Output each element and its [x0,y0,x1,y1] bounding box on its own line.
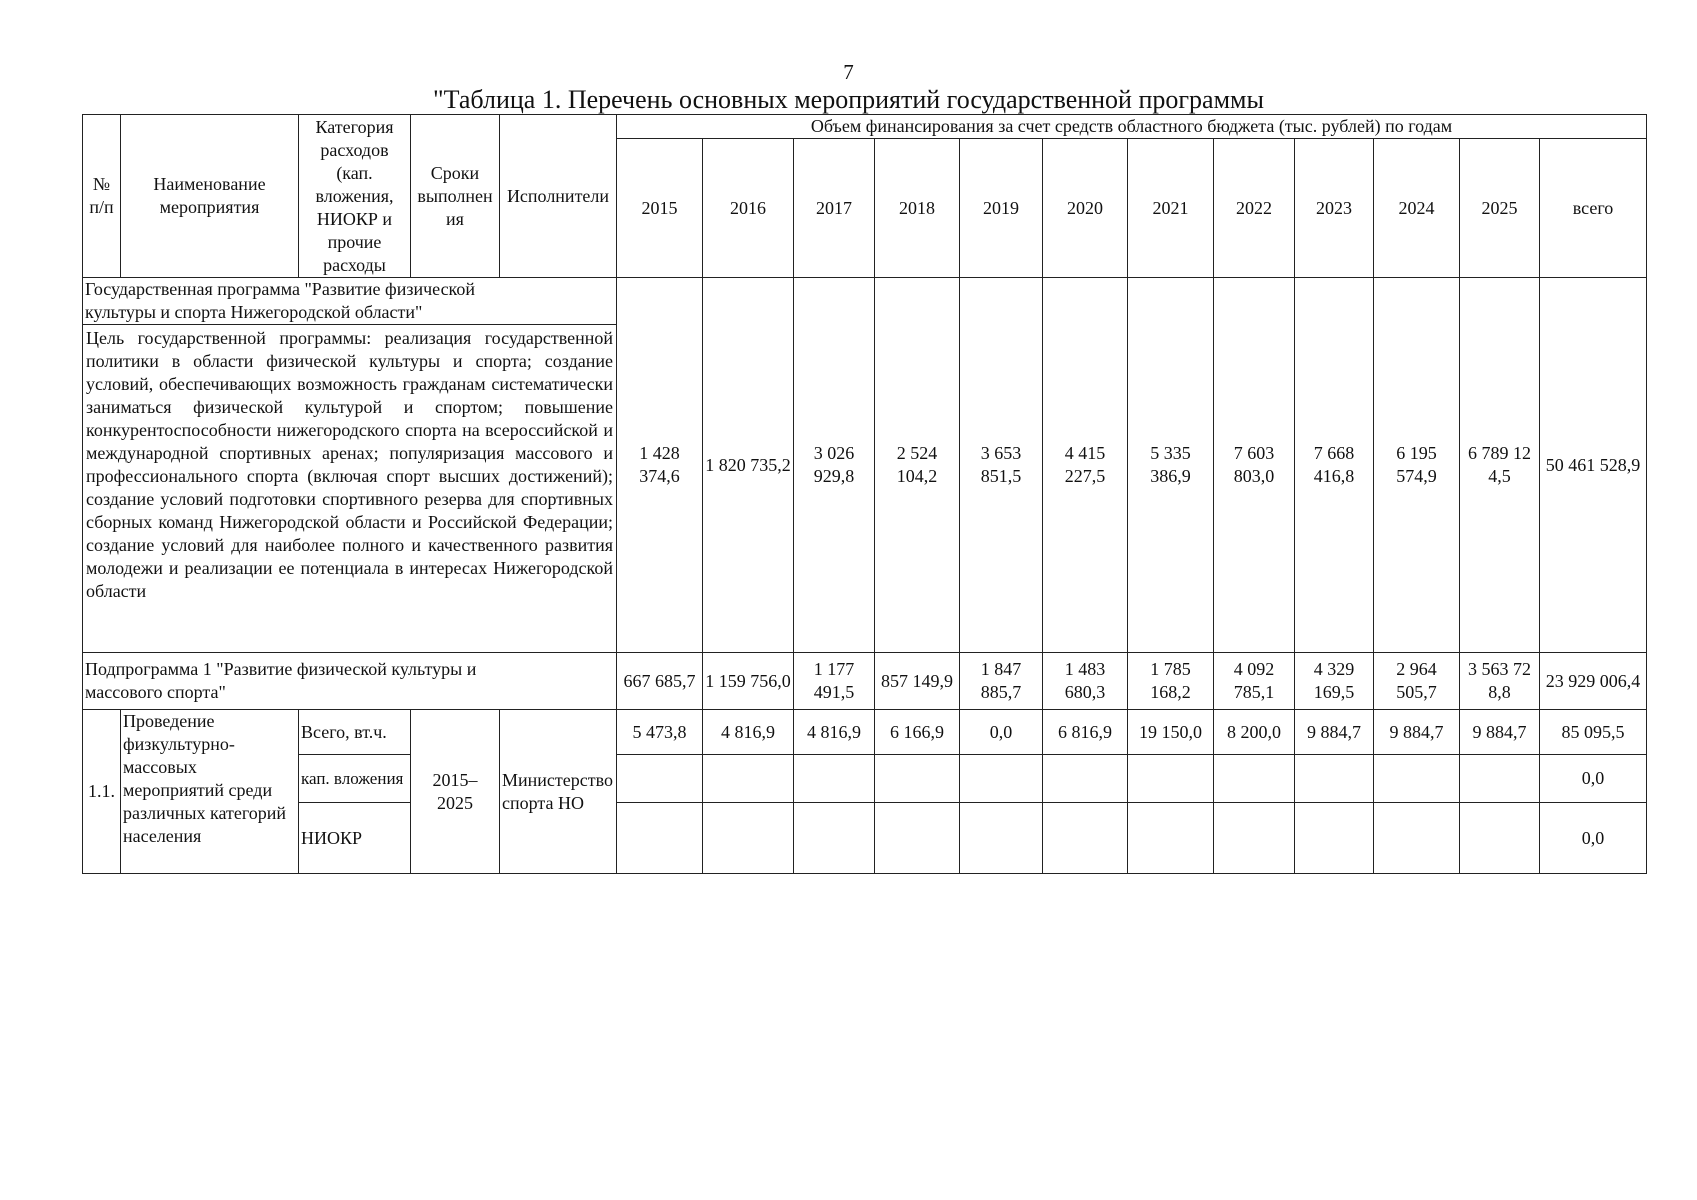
item-value [617,803,703,874]
page-number: 7 [843,60,854,84]
item-name: Проведение физкультурно-массовых мероприятий среди различных категорий населения [121,710,299,874]
item-value: 6 166,9 [875,710,960,755]
item-value: 4 816,9 [794,710,875,755]
item-value [960,755,1043,803]
item-value: 6 816,9 [1043,710,1128,755]
header-executors: Исполнители [500,115,617,278]
header-terms: Сроки выполнен ия [411,115,500,278]
item-category: Всего, вт.ч. [299,710,411,755]
program-value: 6 789 12 4,5 [1460,278,1540,653]
header-year: 2015 [617,139,703,278]
item-executor: Министерство спорта НО [500,710,617,874]
header-year: 2023 [1295,139,1374,278]
program-title: Государственная программа "Развитие физической культуры и спорта Нижегородской области" [83,278,617,325]
item-total: 0,0 [1540,755,1647,803]
program-value: 7 668 416,8 [1295,278,1374,653]
program-value: 2 524 104,2 [875,278,960,653]
item-value [1374,803,1460,874]
program-value: 1 820 735,2 [703,278,794,653]
item-value: 9 884,7 [1460,710,1540,755]
item-value [1295,755,1374,803]
funding-table [82,114,1647,874]
subprogram-value: 1 785 168,2 [1128,653,1214,710]
subprogram-title: Подпрограмма 1 "Развитие физической культуры и массового спорта" [83,653,617,710]
subprogram-value: 3 563 72 8,8 [1460,653,1540,710]
program-value: 7 603 803,0 [1214,278,1295,653]
subprogram-value: 1 847 885,7 [960,653,1043,710]
program-value: 1 428 374,6 [617,278,703,653]
item-value: 9 884,7 [1295,710,1374,755]
item-num: 1.1. [83,710,121,874]
header-year: 2018 [875,139,960,278]
header-year: 2020 [1043,139,1128,278]
subprogram-total: 23 929 006,4 [1540,653,1647,710]
header-total: всего [1540,139,1647,278]
program-value: 3 653 851,5 [960,278,1043,653]
item-value [1128,803,1214,874]
item-value [1214,755,1295,803]
item-value [1374,755,1460,803]
header-year: 2025 [1460,139,1540,278]
program-goal: Цель государственной программы: реализация государственной политики в области физической культуры и спорта; создание условий, обеспечивающих возможность гражданам систематически заниматься физической культурой и спортом; повышение конкурентоспособности нижегородского спорта на всероссийской и международной спортивных аренах; популяризация массового и профессионального спорта (включая спорт высших достижений); создание условий подготовки спортивного резерва для спортивных сборных команд Нижегородской области и Российской Федерации; создание условий для наиболее полного и качественного развития молодежи и реализации ее потенциала в интересах Нижегородской области [83,325,617,653]
item-value: 19 150,0 [1128,710,1214,755]
header-year: 2016 [703,139,794,278]
item-category: НИОКР [299,803,411,874]
item-value [875,755,960,803]
item-value [1460,803,1540,874]
subprogram-value: 1 177 491,5 [794,653,875,710]
header-year: 2022 [1214,139,1295,278]
item-value [794,803,875,874]
header-year: 2024 [1374,139,1460,278]
item-value [703,803,794,874]
item-value [1128,755,1214,803]
item-value [703,755,794,803]
header-funding-caption: Объем финансирования за счет средств областного бюджета (тыс. рублей) по годам [617,115,1647,139]
item-value [1295,803,1374,874]
item-total: 85 095,5 [1540,710,1647,755]
header-category: Категория расходов (кап. вложения, НИОКР и прочие расходы [299,115,411,278]
subprogram-value: 4 092 785,1 [1214,653,1295,710]
table-title: "Таблица 1. Перечень основных мероприятий государственной программы [433,85,1264,114]
item-total: 0,0 [1540,803,1647,874]
program-total: 50 461 528,9 [1540,278,1647,653]
program-value: 6 195 574,9 [1374,278,1460,653]
program-value: 4 415 227,5 [1043,278,1128,653]
item-value: 4 816,9 [703,710,794,755]
item-value: 9 884,7 [1374,710,1460,755]
item-value [1043,803,1128,874]
item-value [1043,755,1128,803]
subprogram-value: 4 329 169,5 [1295,653,1374,710]
subprogram-value: 857 149,9 [875,653,960,710]
program-value: 5 335 386,9 [1128,278,1214,653]
item-value: 8 200,0 [1214,710,1295,755]
subprogram-value: 2 964 505,7 [1374,653,1460,710]
item-category: кап. вложения [299,755,411,803]
subprogram-value: 1 483 680,3 [1043,653,1128,710]
item-value [617,755,703,803]
item-value [875,803,960,874]
item-value [1460,755,1540,803]
item-value: 5 473,8 [617,710,703,755]
header-year: 2017 [794,139,875,278]
item-terms: 2015– 2025 [411,710,500,874]
item-value [1214,803,1295,874]
header-year: 2021 [1128,139,1214,278]
item-value [960,803,1043,874]
subprogram-value: 1 159 756,0 [703,653,794,710]
header-num: № п/п [83,115,121,278]
header-name: Наименование мероприятия [121,115,299,278]
header-year: 2019 [960,139,1043,278]
item-value: 0,0 [960,710,1043,755]
subprogram-value: 667 685,7 [617,653,703,710]
item-value [794,755,875,803]
program-value: 3 026 929,8 [794,278,875,653]
